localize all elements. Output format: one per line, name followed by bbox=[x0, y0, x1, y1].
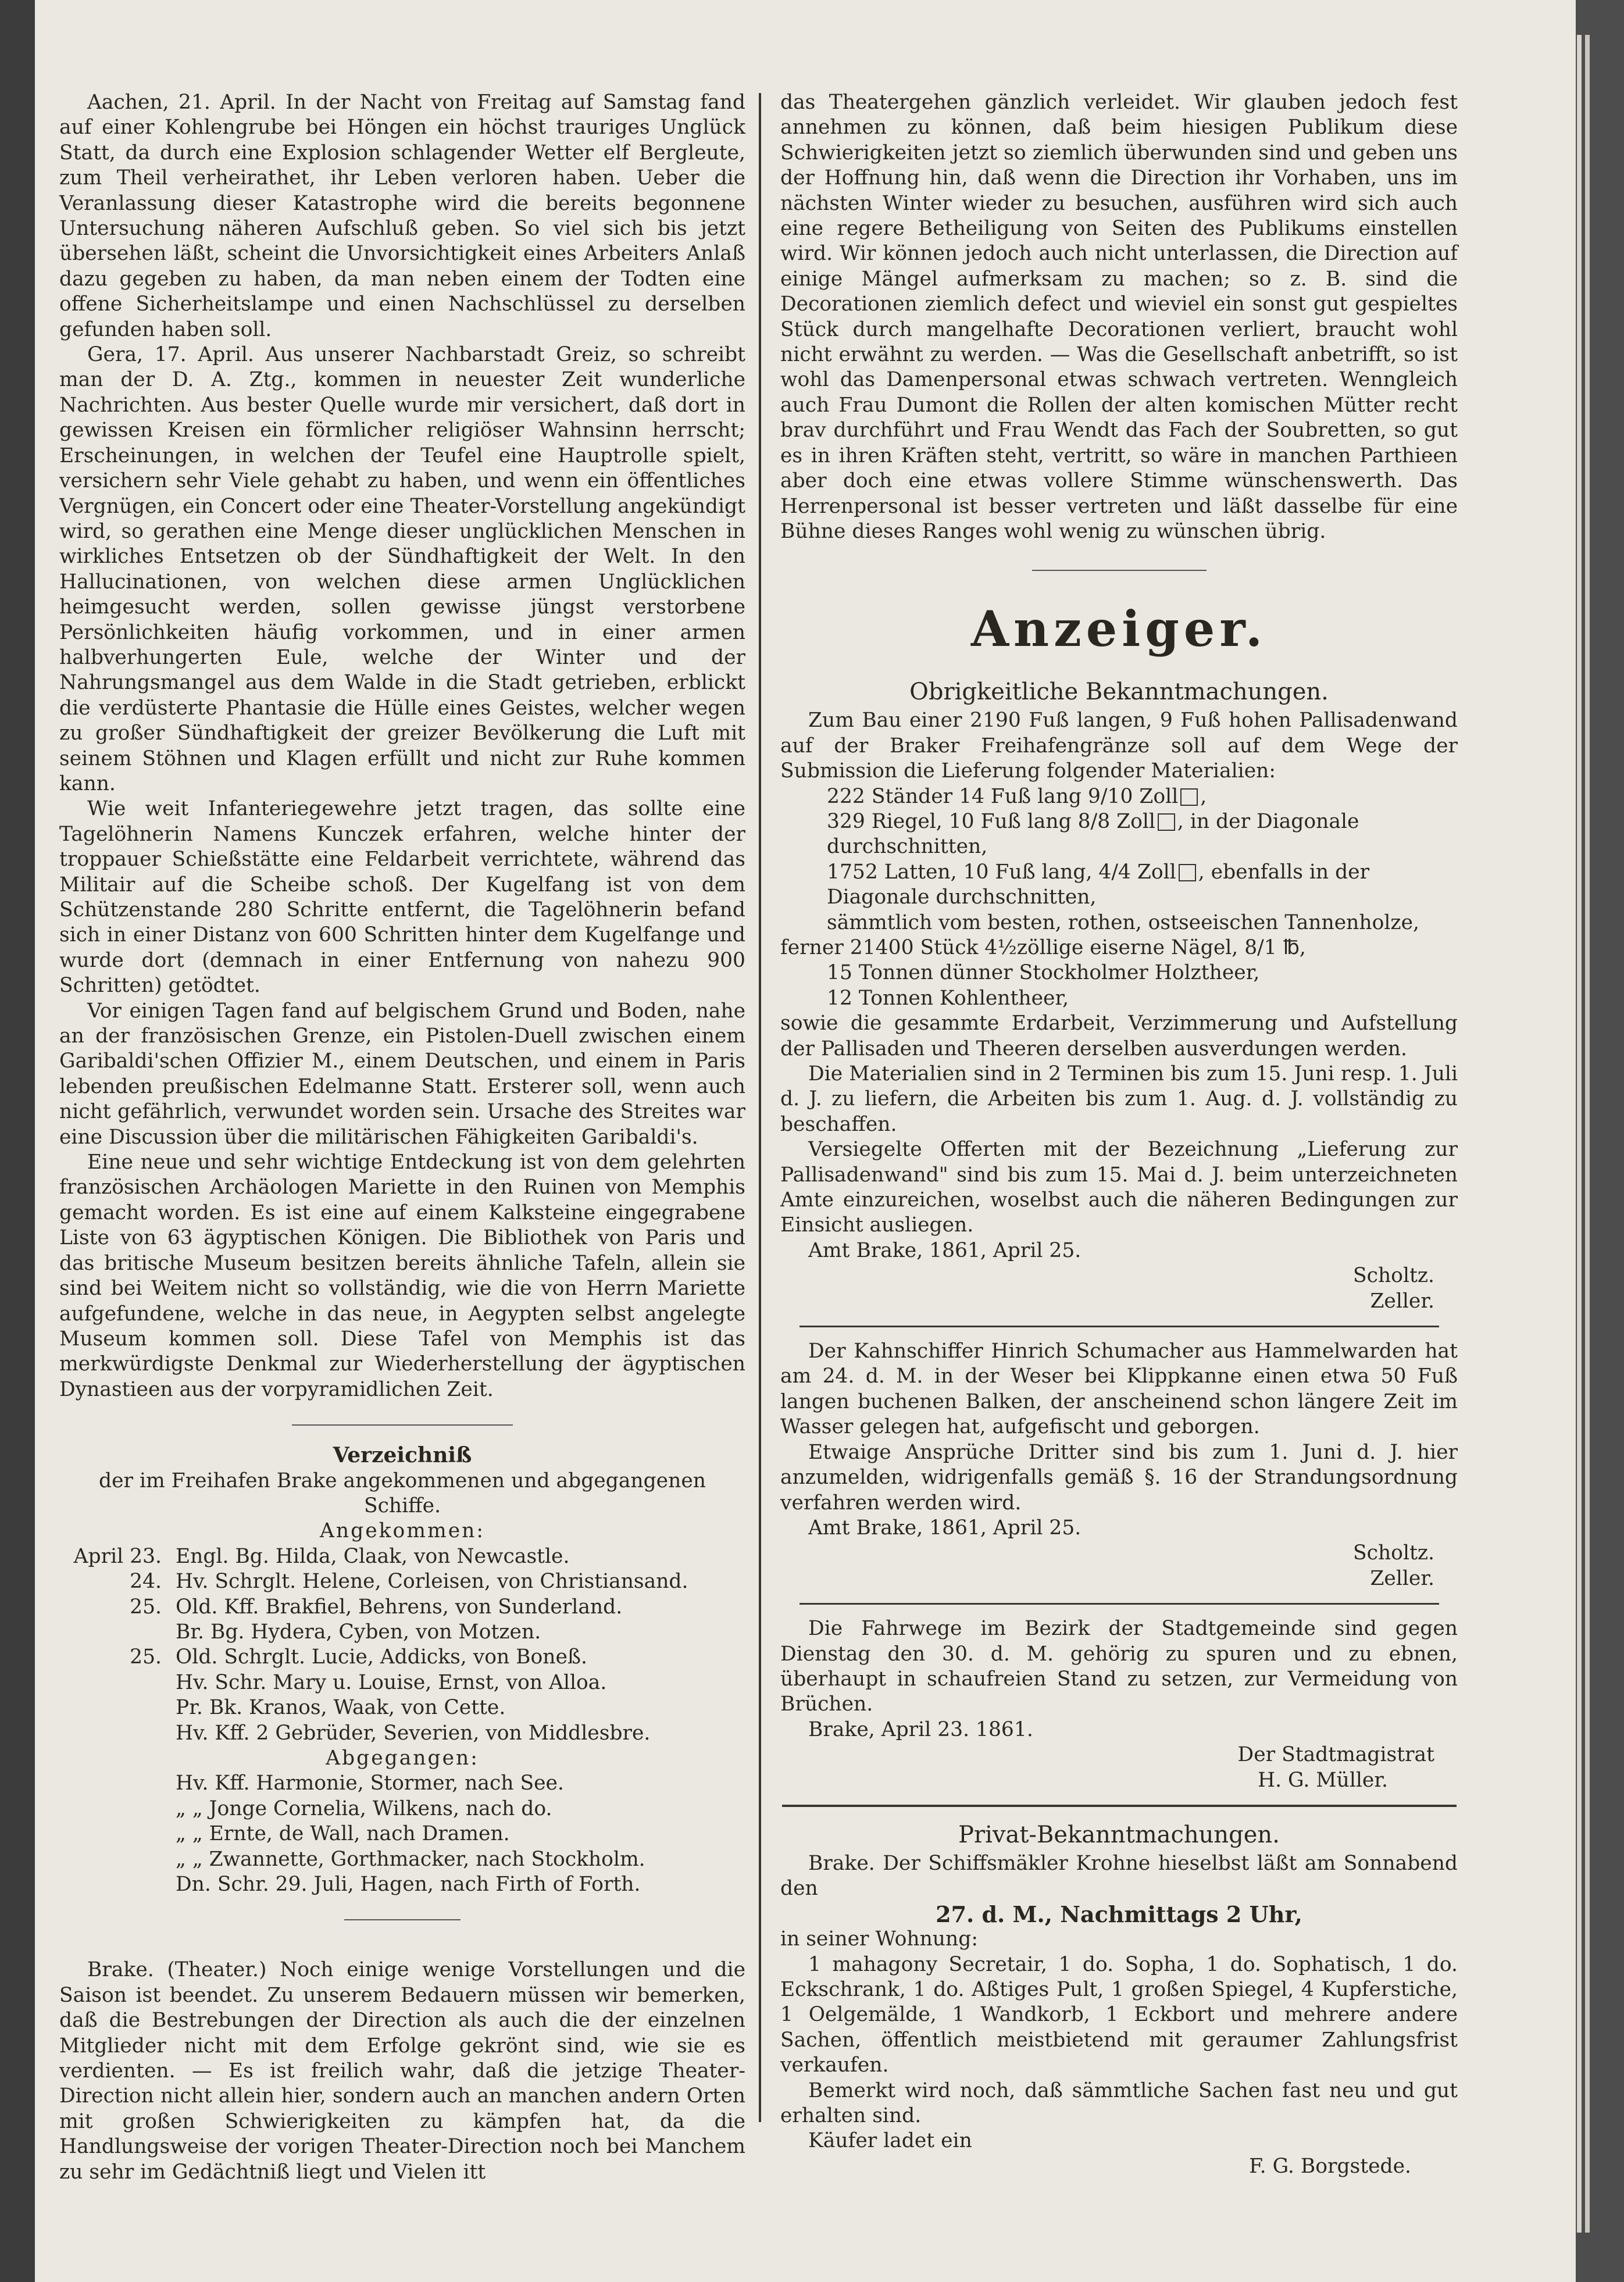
material-item: 222 Ständer 14 Fuß lang 9/10 Zoll , bbox=[827, 784, 1207, 808]
notice-divider bbox=[799, 1603, 1439, 1605]
auction-place: in seiner Wohnung: bbox=[780, 1927, 978, 1951]
ship-date bbox=[59, 1670, 176, 1695]
ship-date bbox=[59, 1847, 176, 1872]
ship-date bbox=[59, 1771, 176, 1796]
ship-date bbox=[59, 1695, 176, 1720]
ships-subtitle: der im Freihafen Brake angekommenen und abgegangenen Schiffe. bbox=[99, 1469, 706, 1517]
news-memphis-discovery: Eine neue und sehr wichtige Entdeckung ist von dem gelehrten französischen Archäologen Mariette in den Ruinen von Memphis gemacht worden. Es ist eine auf einem Kalksteine eingegrabene Liste von 63 ägyptischen Königen. Die Bibliothek von Paris und das britische Museum besitzen bereits ähnliche Tafeln, allein sie sind bei Weitem nicht so vollständig, wie die von Herrn Mariette aufgefundene, welche in das neue, in Aegypten selbst angelegte Museum kommen soll. Diese Tafel von Memphis ist das merkwürdigste Denkmal zur Wiederherstellung der ägyptischen Dynastieen aus der vorpyramidlichen Zeit. bbox=[59, 1151, 745, 1401]
theater-continued: das Theatergehen gänzlich verleidet. Wir glauben jedoch fest annehmen zu können, daß beim hiesigen Publikum diese Schwierigkeiten jetzt so ziemlich überwunden sind und geben uns der Hoffnung hin, daß wenn die Direction ihr Vorhaben, uns im nächsten Winter wieder zu besuchen, ausführen wird sich auch eine regere Betheiligung von Seiten des Publikums einstellen wird. Wir können jedoch auch nicht unterlassen, die Direction auf einige Mängel aufmerksam zu machen; so z. B. sind die Decorationen ziemlich defect und wieviel ein sonst gut gespieltes Stück durch mangelhafte Decorationen verliert, braucht wohl nicht erwähnt zu werden. — Was die Gesellschaft anbetrifft, so ist wohl das Damenpersonal etwas schwach vertreten. Wenngleich auch Frau Dumont die Rollen der alten komischen Mütter recht brav durchführt und Frau Wendt das Fach der Soubretten, so gut es in ihren Kräften steht, vertritt, so wäre in manchen Parthieen aber doch eine etwas vollere Stimme wünschenswerth. Das Herrenpersonal ist besser vertreten und läßt dasselbe für eine Bühne dieses Ranges wohl wenig zu wünschen übrig. bbox=[780, 91, 1458, 543]
arrived-list bbox=[59, 1544, 745, 1746]
signature: Zeller. bbox=[1370, 1566, 1434, 1590]
ship-entry bbox=[59, 1822, 745, 1847]
blank-box bbox=[1180, 788, 1198, 806]
signature: Scholtz. bbox=[1353, 1264, 1434, 1288]
departed-list bbox=[59, 1771, 745, 1897]
news-infantry-rifles: Wie weit Infanteriegewehre jetzt tragen, das sollte eine Tagelöhnerin Namens Kunczek erfahren, welche hinter der troppauer Schießstätte eine Feldarbeit verrichtete, während das Militair auf die Scheibe schoß. Der Kugelfang ist von dem Schützenstande 280 Schritte entfernt, die Tagelöhnerin befand sich in einer Distanz von 600 Schritten hinter dem Kugelfange und wurde dort (demnach in einer Entfernung von nahezu 900 Schritten) getödtet. bbox=[59, 797, 745, 998]
notice3-text: Die Fahrwege im Bezirk der Stadtgemeinde sind gegen Dienstag den 30. d. M. gehörig zu spuren und zu ebnen, überhaupt in schaufreien Stand zu setzen, zur Vermeidung von Brüchen. bbox=[780, 1617, 1458, 1716]
right-column bbox=[780, 90, 1458, 2179]
ship-details: Hv. Kff. 2 Gebrüder, Severien, von Middlesbre. bbox=[176, 1721, 651, 1745]
material-item: ferner 21400 Stück 4½zöllige eiserne Nägel, 8/1 ℔, bbox=[780, 935, 1306, 959]
notice-divider bbox=[799, 1326, 1439, 1327]
private-intro: Brake. Der Schiffsmäkler Krohne hieselbst läßt am Sonnabend den bbox=[780, 1851, 1458, 1901]
news-pistol-duel: Vor einigen Tagen fand auf belgischem Grund und Boden, nahe an der französischen Grenze, ein Pistolen-Duell zwischen einem Garibaldi'schen Offizier M., einem Deutschen, und einem in Paris lebenden preußischen Edelmanne Statt. Ersterer soll, wenn auch nicht gefährlich, verwundet worden sein. Ursache des Streites war eine Discussion über die militärischen Fähigkeiten Garibaldi's. bbox=[59, 999, 745, 1149]
signature: Der Stadtmagistrat bbox=[1237, 1743, 1434, 1767]
page-stack-edge bbox=[1577, 35, 1582, 2233]
ship-entry bbox=[59, 1872, 745, 1897]
ship-date bbox=[59, 1872, 176, 1897]
ship-date bbox=[59, 1822, 176, 1847]
signature: H. G. Müller. bbox=[1258, 1768, 1388, 1792]
ship-entry bbox=[59, 1569, 745, 1594]
departed-label: Abgegangen: bbox=[326, 1747, 479, 1770]
ship-details: Old. Schrglt. Lucie, Addicks, von Boneß. bbox=[176, 1645, 587, 1669]
auction-date: 27. d. M., Nachmittags 2 Uhr, bbox=[936, 1901, 1302, 1927]
ship-details: Hv. Schrglt. Helene, Corleisen, von Christiansand. bbox=[176, 1570, 688, 1594]
ship-date: 24. bbox=[130, 1570, 162, 1594]
notice1-terms: Die Materialien sind in 2 Terminen bis zum 15. Juni resp. 1. Juli d. J. zu liefern, die Arbeiten bis zum 1. Aug. d. J. vollständig zu beschaffen. bbox=[780, 1062, 1458, 1136]
ship-entry bbox=[59, 1670, 745, 1695]
notice1-rest: sowie die gesammte Erdarbeit, Verzimmerung und Aufstellung der Pallisaden und Theeren derselben ausverdungen werden. bbox=[780, 1012, 1458, 1060]
notice1-date: Amt Brake, 1861, April 25. bbox=[808, 1238, 1082, 1262]
notice2-date: Amt Brake, 1861, April 25. bbox=[808, 1516, 1082, 1540]
ship-entry bbox=[59, 1771, 745, 1796]
blank-box bbox=[1179, 864, 1196, 881]
ship-entry bbox=[59, 1797, 745, 1822]
ship-date: 25. bbox=[130, 1595, 162, 1619]
notice1-intro: Zum Bau einer 2190 Fuß langen, 9 Fuß hohen Pallisadenwand auf der Braker Freihafengränze soll auf dem Wege der Submission die Lieferung folgender Materialien: bbox=[780, 709, 1458, 783]
official-notices-title: Obrigkeitliche Bekanntmachungen. bbox=[909, 678, 1329, 706]
section-divider bbox=[344, 1919, 461, 1920]
ship-entry bbox=[59, 1544, 745, 1569]
ship-details: Hv. Kff. Harmonie, Stormer, nach See. bbox=[176, 1772, 564, 1795]
ship-details: „ „ Zwannette, Gorthmacker, nach Stockholm. bbox=[176, 1847, 645, 1871]
scan-margin bbox=[0, 0, 35, 2282]
ship-date bbox=[59, 1797, 176, 1822]
ship-details: Hv. Schr. Mary u. Louise, Ernst, von Alloa. bbox=[176, 1670, 607, 1694]
private-notices-title: Privat-Bekanntmachungen. bbox=[958, 1821, 1280, 1848]
ship-details: Br. Bg. Hydera, Cyben, von Motzen. bbox=[176, 1620, 541, 1644]
signature: Scholtz. bbox=[1353, 1541, 1434, 1565]
auction-note: Bemerkt wird noch, daß sämmtliche Sachen fast neu und gut erhalten sind. bbox=[780, 2079, 1458, 2128]
notice2-text: Der Kahnschiffer Hinrich Schumacher aus Hammelwarden hat am 24. d. M. in der Weser bei Klippkanne einen etwa 50 Fuß langen buchenen Balken, der anscheinend schon längere Zeit im Wasser gelegen hat, aufgefischt und geborgen. bbox=[780, 1340, 1458, 1439]
news-gera: Gera, 17. April. Aus unserer Nachbarstadt Greiz, so schreibt man der D. A. Ztg., kommen in neuester Zeit wunderliche Nachrichten. Aus bester Quelle wurde mir versichert, daß dort in gewissen Kreisen ein förmlicher religiöser Wahnsinn herrscht; Erscheinungen, in welchen der Teufel eine Hauptrolle spielt, versichern sehr Viele gehabt zu haben, und wenn ein öffentliches Vergnügen, ein Concert oder eine Theater-Vorstellung angekündigt wird, so gerathen eine Menge dieser unglücklichen Menschen in wirkliches Entsetzen ob der Sündhaftigkeit der Welt. In den Hallucinationen, von welchen diese armen Unglücklichen heimgesucht werden, sollen gewisse jüngst verstorbene Persönlichkeiten häufig vorkommen, und in einer armen halbverhungerten Eule, welche der Winter und der Nahrungsmangel aus dem Walde in die Stadt getrieben, erblickt die verdüsterte Phantasie die Hülle eines Geistes, welcher wegen zu großer Sündhaftigkeit der greizer Bevölkerung die Luft mit seinem Stöhnen und Klagen erfüllt und nicht zur Ruhe kommen kann. bbox=[59, 343, 745, 795]
ship-entry bbox=[59, 1695, 745, 1720]
ship-date bbox=[59, 1620, 176, 1645]
news-aachen: Aachen, 21. April. In der Nacht von Freitag auf Samstag fand auf einer Kohlengrube bei Höngen ein höchst trauriges Unglück Statt, da durch eine Explosion schlagender Wetter elf Bergleute, zum Theil verheirathet, ihr Leben verloren haben. Ueber die Veranlassung dieser Katastrophe wird die bereits begonnene Untersuchung näheren Aufschluß geben. So viel sich bis jetzt übersehen läßt, scheint die Unvorsichtigkeit eines Arbeiters Anlaß dazu gegeben zu haben, da man neben einem der Todten eine offene Sicherheitslampe und einen Nachschlüssel zu derselben gefunden haben soll. bbox=[59, 91, 745, 341]
ship-details: Dn. Schr. 29. Juli, Hagen, nach Firth of Forth. bbox=[176, 1873, 641, 1897]
notice2-claims: Etwaige Ansprüche Dritter sind bis zum 1. Juni d. J. hier anzumelden, widrigenfalls gemäß §. 16 der Strandungsordnung verfahren werden wird. bbox=[780, 1440, 1458, 1515]
section-divider bbox=[292, 1424, 513, 1426]
signature: Zeller. bbox=[1370, 1289, 1434, 1313]
ship-details: „ „ Ernte, de Wall, nach Dramen. bbox=[176, 1822, 510, 1846]
news-theater: Brake. (Theater.) Noch einige wenige Vorstellungen und die Saison ist beendet. Zu unserem Bedauern müssen wir bemerken, daß die Bestrebungen der Direction als auch die der einzelnen Mitglieder nicht mit dem Erfolge gekrönt sind, wie sie es verdienten. — Es ist freilich wahr, daß die jetzige Theater-Direction nicht allein hier, sondern auch an manchen andern Orten mit großen Schwierigkeiten zu kämpfen hat, da die Handlungsweise der vorigen Theater-Direction noch bei Manchem zu sehr im Gedächtniß liegt und Vielen itt bbox=[59, 1958, 745, 2184]
ship-details: „ „ Jonge Cornelia, Wilkens, nach do. bbox=[176, 1797, 552, 1820]
left-column bbox=[59, 90, 745, 2185]
column-rule bbox=[759, 93, 761, 2122]
notice1-offers: Versiegelte Offerten mit der Bezeichnung „Lieferung zur Pallisadenwand" sind bis zum 15. Mai d. J. beim unterzeichneten Amte einzureichen, woselbst auch die näheren Bedingungen zur Einsicht ausliegen. bbox=[780, 1138, 1458, 1237]
ship-date: April 23. bbox=[73, 1544, 162, 1568]
ship-details: Engl. Bg. Hilda, Claak, von Newcastle. bbox=[176, 1544, 570, 1568]
signature: F. G. Borgstede. bbox=[1249, 2154, 1411, 2178]
ship-entry bbox=[59, 1595, 745, 1620]
arrived-label: Angekommen: bbox=[319, 1519, 485, 1543]
ship-entry bbox=[59, 1645, 745, 1670]
section-divider bbox=[1032, 570, 1207, 571]
material-item: 1752 Latten, 10 Fuß lang, 4/4 Zoll , ebenfalls in der Diagonale durchschnitten, bbox=[827, 860, 1370, 909]
material-item: sämmtlich vom besten, rothen, ostseeischen Tannenholze, bbox=[827, 910, 1419, 934]
auction-items: 1 mahagony Secretair, 1 do. Sopha, 1 do. Sophatisch, 1 do. Eckschrank, 1 do. Aßtiges Pult, 1 großen Spiegel, 4 Kupferstiche, 1 Oelgemälde, 1 Wandkorb, 1 Eckbort und mehrere andere Sachen, öffentlich meistbietend mit geraumer Zahlungsfrist verkaufen. bbox=[780, 1952, 1458, 2077]
ship-entry bbox=[59, 1620, 745, 1645]
ship-date: 25. bbox=[130, 1645, 162, 1669]
ship-details: Old. Kff. Brakfiel, Behrens, von Sunderland. bbox=[176, 1595, 623, 1619]
material-item: 329 Riegel, 10 Fuß lang 8/8 Zoll , in der Diagonale durchschnitten, bbox=[827, 809, 1359, 859]
anzeiger-heading: Anzeiger. bbox=[970, 600, 1268, 658]
material-item: 12 Tonnen Kohlentheer, bbox=[827, 986, 1069, 1010]
material-item: 15 Tonnen dünner Stockholmer Holztheer, bbox=[827, 961, 1260, 985]
ships-title: Verzeichniß bbox=[333, 1443, 472, 1468]
section-divider bbox=[782, 1805, 1457, 1807]
ship-details: Pr. Bk. Kranos, Waak, von Cette. bbox=[176, 1696, 506, 1720]
ship-entry bbox=[59, 1847, 745, 1872]
ship-date bbox=[59, 1721, 176, 1746]
blank-box bbox=[1158, 813, 1175, 831]
auction-buyers: Käufer ladet ein bbox=[808, 2129, 972, 2153]
ship-entry bbox=[59, 1721, 745, 1746]
notice3-date: Brake, April 23. 1861. bbox=[808, 1717, 1033, 1741]
page-stack-edge bbox=[1585, 35, 1590, 2233]
